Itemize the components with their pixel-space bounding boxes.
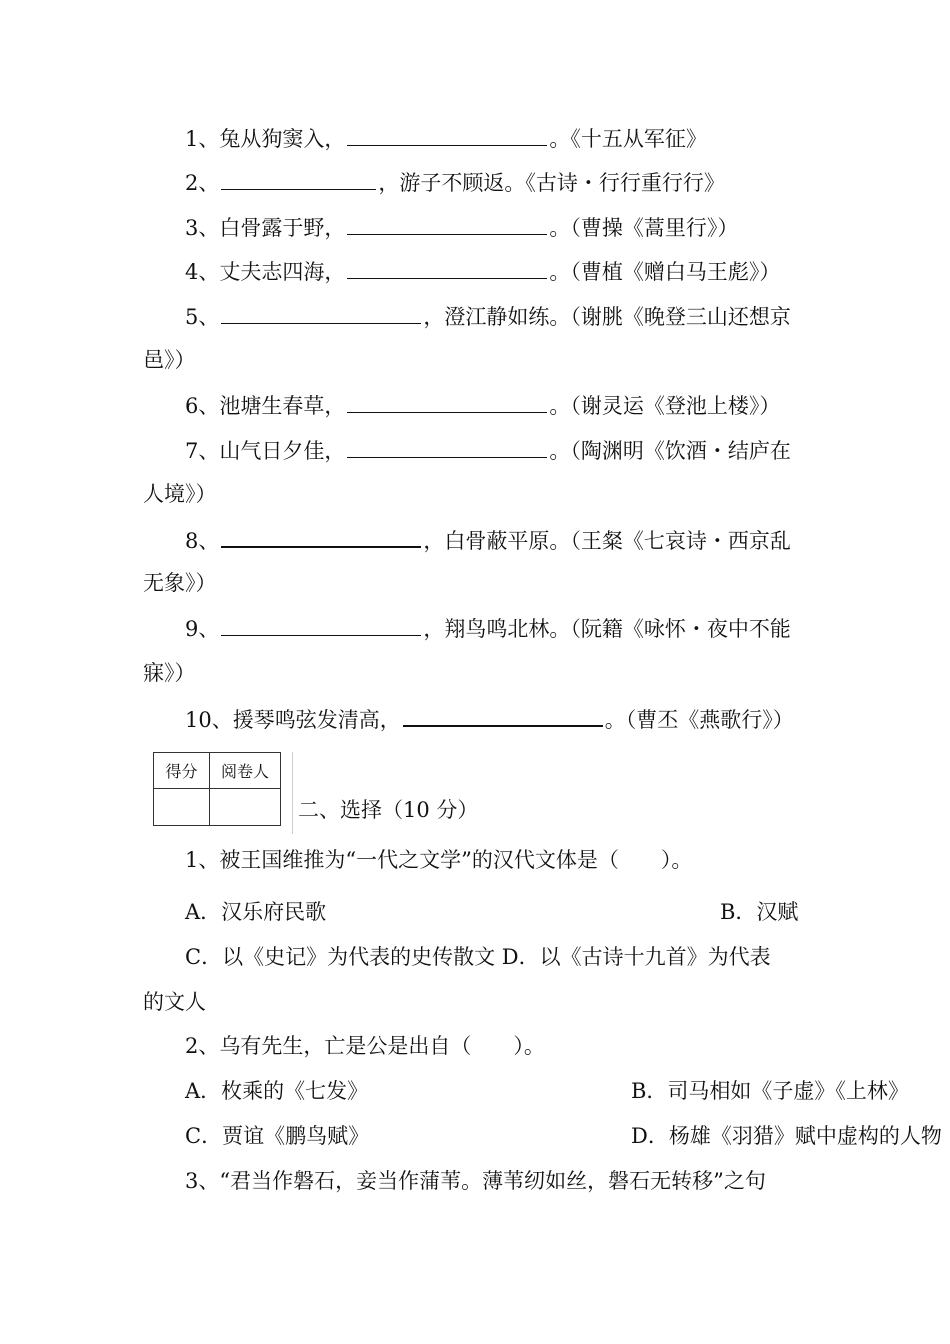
- item-suffix: 。《十五从军征》: [549, 127, 707, 151]
- score-cell[interactable]: [154, 789, 210, 826]
- item-suffix: 。（曹丕《燕歌行》）: [604, 708, 794, 732]
- answer-blank[interactable]: [347, 390, 547, 413]
- answer-blank[interactable]: [221, 301, 421, 324]
- fill-in-item-3: [185, 212, 855, 243]
- fill-in-item-5: [185, 301, 855, 332]
- fill-in-item-10: [185, 703, 855, 735]
- item-prefix: 10、援琴鸣弦发清高，: [185, 708, 401, 732]
- answer-blank[interactable]: [221, 613, 421, 636]
- item-suffix: ，翔鸟鸣北林。（阮籍《咏怀・夜中不能: [423, 617, 791, 641]
- fill-in-item-5-continuation: 邑》）: [143, 348, 196, 372]
- item-prefix: 1、兔从狗窦入，: [185, 127, 346, 151]
- question-3-stem: 3、“君当作磐石，妾当作蒲苇。薄苇纫如丝，磐石无转移”之句: [185, 1169, 766, 1193]
- option-c[interactable]: C．贾谊《鹏鸟赋》: [185, 1124, 370, 1148]
- answer-blank[interactable]: [347, 256, 547, 279]
- score-table: [153, 752, 281, 826]
- item-prefix: 9、: [185, 617, 220, 641]
- question-1-options-continuation: 的文人: [143, 990, 206, 1014]
- item-suffix: 。（曹操《蒿里行》）: [549, 216, 739, 240]
- option-a[interactable]: A．枚乘的《七发》: [185, 1079, 369, 1103]
- item-suffix: ，游子不顾返。《古诗・行行重行行》: [378, 171, 725, 195]
- option-b[interactable]: B．汉赋: [720, 900, 799, 924]
- item-prefix: 6、池塘生春草，: [185, 394, 346, 418]
- section-title: 二、选择（10 分）: [298, 798, 479, 822]
- fill-in-item-9-continuation: 寐》）: [143, 661, 196, 685]
- fill-in-item-9: [185, 613, 855, 644]
- item-prefix: 4、丈夫志四海，: [185, 260, 346, 284]
- item-suffix: ，澄江静如练。（谢朓《晚登三山还想京: [423, 305, 791, 329]
- answer-blank[interactable]: [347, 123, 547, 146]
- fill-in-item-7-continuation: 人境》）: [143, 482, 217, 506]
- score-label: 得分: [154, 753, 210, 789]
- item-prefix: 5、: [185, 305, 220, 329]
- answer-blank[interactable]: [347, 212, 547, 235]
- option-a[interactable]: A．汉乐府民歌: [185, 900, 327, 924]
- fill-in-item-8: [185, 524, 855, 556]
- item-prefix: 7、山气日夕佳，: [185, 439, 346, 463]
- reviewer-cell[interactable]: [210, 789, 281, 826]
- option-b[interactable]: B．司马相如《子虚》《上林》: [631, 1079, 909, 1103]
- question-1-options-row-1: [185, 897, 855, 927]
- answer-blank[interactable]: [403, 703, 603, 727]
- question-2-options-row-1: [185, 1076, 909, 1106]
- question-2-stem: 2、乌有先生，亡是公是出自（ ）。: [185, 1034, 545, 1058]
- fill-in-item-8-continuation: 无象》）: [143, 571, 217, 595]
- answer-blank[interactable]: [347, 435, 547, 458]
- question-1-stem: 1、被王国维推为“一代之文学”的汉代文体是（ ）。: [185, 848, 693, 872]
- fill-in-item-4: [185, 256, 855, 287]
- fill-in-item-6: [185, 390, 855, 421]
- answer-blank[interactable]: [221, 167, 376, 190]
- item-suffix: 。（曹植《赠白马王彪》）: [549, 260, 781, 284]
- fill-in-item-1: [185, 123, 855, 154]
- item-suffix: 。（陶渊明《饮酒・结庐在: [549, 439, 791, 463]
- option-d[interactable]: D．杨雄《羽猎》赋中虚构的人物: [631, 1124, 942, 1148]
- fill-in-item-7: [185, 435, 855, 466]
- item-prefix: 8、: [185, 529, 220, 553]
- table-divider: [292, 752, 293, 834]
- item-prefix: 3、白骨露于野，: [185, 216, 346, 240]
- answer-blank[interactable]: [221, 524, 421, 548]
- item-suffix: ，白骨蔽平原。（王粲《七哀诗・西京乱: [423, 529, 791, 553]
- fill-in-item-2: [185, 167, 855, 198]
- question-1-options-row-2[interactable]: C．以《史记》为代表的史传散文 D．以《古诗十九首》为代表: [185, 945, 771, 969]
- question-2-options-row-2: [185, 1121, 942, 1151]
- item-prefix: 2、: [185, 171, 220, 195]
- item-suffix: 。（谢灵运《登池上楼》）: [549, 394, 781, 418]
- reviewer-label: 阅卷人: [210, 753, 281, 789]
